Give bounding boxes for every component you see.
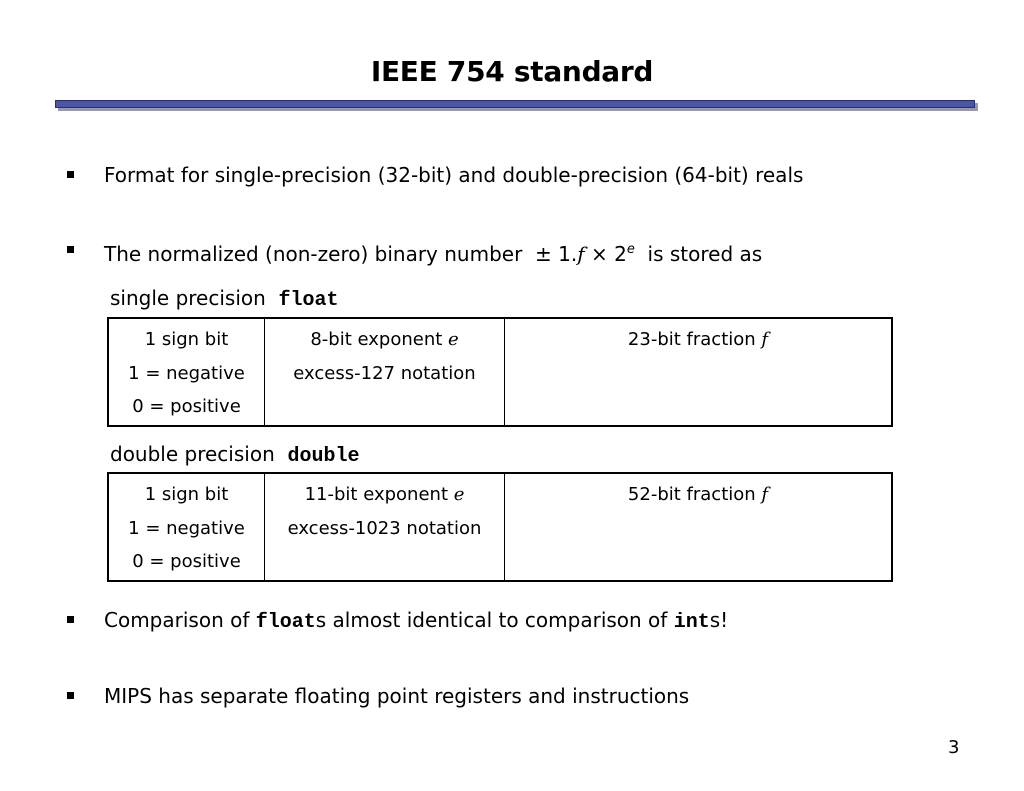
double-precision-label [110,441,359,470]
exponent-note: excess-1023 notation [287,517,482,539]
exponent-line [265,478,504,512]
bullet-text-part: s almost identical to comparison of [315,608,668,632]
exponent-text: 8-bit exponent [310,329,443,350]
formula-fraction-var: f [577,242,585,266]
inline-code-int: int [673,611,710,634]
single-precision-code: float [278,289,339,312]
single-precision-text: single precision [110,286,266,310]
exponent-note: excess-127 notation [293,362,476,384]
bullet-text [104,607,728,636]
exponent-text: 11-bit exponent [304,484,448,505]
double-precision-code: double [287,445,360,468]
single-precision-table [107,317,893,427]
bullet-text-part: is stored as [647,242,763,266]
exponent-line [265,323,504,357]
formula-exponent-var: e [626,242,635,257]
bullet-marker [67,616,74,623]
fraction-var: f [761,484,769,505]
sign-line: 0 = positive [132,396,241,417]
fraction-var: f [761,329,769,350]
inline-code-float: float [255,611,316,634]
bullet-text-part: The normalized (non-zero) binary number [104,242,523,266]
single-precision-label [110,285,339,314]
double-precision-text: double precision [110,442,275,466]
fraction-cell [505,319,891,425]
fraction-text: 23-bit fraction [627,329,756,350]
bullet-marker [67,171,74,178]
exponent-var: e [448,329,459,350]
fraction-text: 52-bit fraction [627,484,756,505]
exponent-var: e [453,484,465,505]
bullet-text [104,237,762,267]
sign-line: 1 sign bit [144,484,229,505]
slide-title: IEEE 754 standard [370,55,654,88]
bullet-text-part: s! [709,608,729,632]
bullet-text: Format for single-precision (32-bit) and double-precision (64-bit) reals [104,163,804,187]
sign-line: 0 = positive [132,551,241,572]
exponent-cell [265,319,505,425]
formula [535,242,635,266]
title-rule [55,100,975,108]
formula-base-part: × 2 [590,242,627,266]
exponent-cell [265,474,505,580]
bullet-marker [67,246,74,253]
bullet-marker [67,692,74,699]
sign-line: 1 = negative [128,517,245,539]
fraction-cell [505,474,891,580]
sign-line: 1 sign bit [144,329,229,350]
bullet-text: MIPS has separate floating point registers and instructions [104,684,690,708]
double-precision-table [107,472,893,582]
page-number: 3 [948,737,960,758]
fraction-line [505,323,891,357]
bullet-text-part: Comparison of [104,608,250,632]
sign-cell [109,474,265,580]
sign-cell [109,319,265,425]
sign-line: 1 = negative [128,362,245,384]
fraction-line [505,478,891,512]
formula-sign-part: ± 1. [535,242,578,266]
